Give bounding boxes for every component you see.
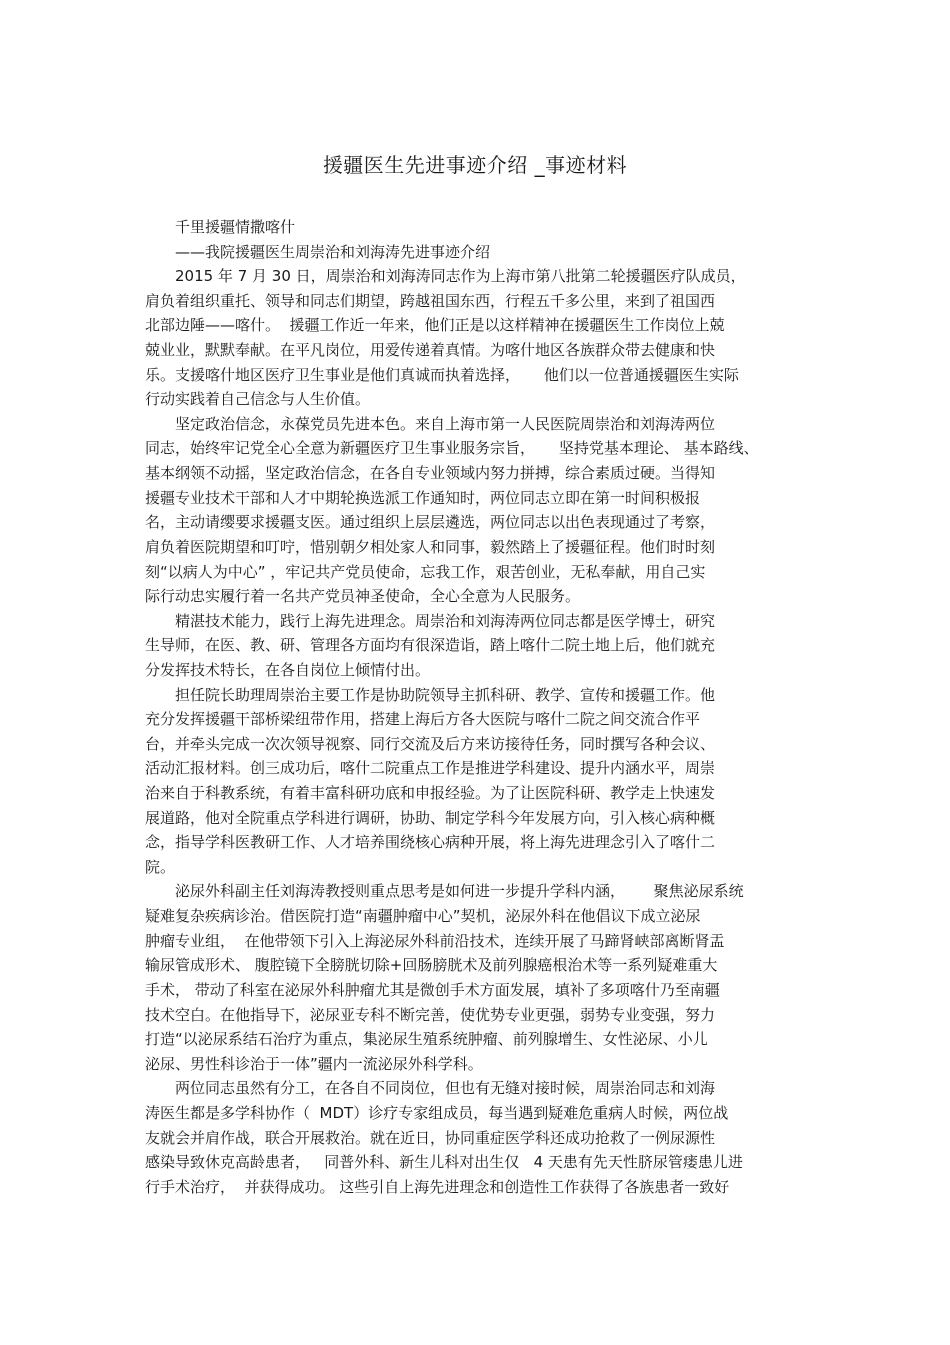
body-line: 援疆专业技术干部和人才中期轮换选派工作通知时，两位同志立即在第一时间积极报 [145,488,701,507]
body-line: 刻“以病人为中心” ，牢记共产党员使命，忘我工作，艰苦创业，无私奉献，用自己实 [145,562,706,581]
body-line: 泌尿、男性科诊治于一体”疆内一流泌尿外科学科。 [145,1054,483,1073]
body-line: 坚定政治信念，永葆党员先进本色。来自上海市第一人民医院周崇治和刘海涛两位 [175,414,716,433]
document-title: 援疆医生先进事迹介绍 _事迹材料 [322,153,628,177]
body-line: 担任院长助理周崇治主要工作是协助院领导主抓科研、教学、宣传和援疆工作。他 [175,685,716,704]
body-line: 涛医生都是多学科协作（ MDT）诊疗专家组成员，每当遇到疑难危重病人时候，两位战 [145,1103,729,1122]
body-line: 念，指导学科医教研工作、人才培养围绕核心病种开展，将上海先进理念引入了喀什二 [145,833,716,852]
body-line: 技术空白。在他指导下，泌尿亚专科不断完善，使优势专业更强，弱势专业变强，努力 [145,1005,716,1024]
body-line: 名，主动请缨要求援疆支医。通过组织上层层遴选，两位同志以出色表现通过了考察， [145,513,716,532]
body-line: 肩负着组织重托、领导和同志们期望，跨越祖国东西，行程五千多公里，来到了祖国西 [145,291,716,310]
body-line: 输尿管成形术、 腹腔镜下全膀胱切除+回肠膀胱术及前列腺癌根治术等一系列疑难重大 [145,956,718,975]
body-line: 充分发挥援疆干部桥梁纽带作用，搭建上海后方各大医院与喀什二院之间交流合作平 [145,710,701,729]
body-line: 兢业业，默默奉献。在平凡岗位，用爱传递着真情。为喀什地区各族群众带去健康和快 [145,341,716,360]
body-line: 千里援疆情撒喀什 [175,218,296,236]
body-line: 乐。支援喀什地区医疗卫生事业是他们真诚而执着选择， 他们以一位普通援疆医生实际 [145,365,739,384]
body-line: 2015 年 7 月 30 日，周崇治和刘海涛同志作为上海市第八批第二轮援疆医疗队成员， [175,267,746,286]
body-line: 感染导致休克高龄患者， 同普外科、新生儿科对出生仅 4 天患有先天性脐尿管瘘患儿进 [145,1153,743,1172]
body-line: 同志，始终牢记党全心全意为新疆医疗卫生事业服务宗旨， 坚持党基本理论、 基本路线、 [145,439,759,458]
body-line: 台，并牵头完成一次次领导视察、同行交流及后方来访接待任务，同时撰写各种会议、 [145,734,716,753]
body-line: 精湛技术能力，践行上海先进理念。周崇治和刘海涛两位同志都是医学博士，研究 [175,611,716,630]
body-line: 肩负着医院期望和叮咛，惜别朝夕相处家人和同事，毅然踏上了援疆征程。他们时时刻 [145,537,716,556]
body-line: 基本纲领不动摇，坚定政治信念，在各自专业领域内努力拼搏，综合素质过硬。当得知 [145,464,716,483]
body-line: 展道路，他对全院重点学科进行调研，协助、制定学科今年发展方向，引入核心病种概 [145,808,716,827]
body-line: 打造“以泌尿系结石治疗为重点，集泌尿生殖系统肿瘤、前列腺增生、女性泌尿、小儿 [145,1030,708,1049]
body-line: ——我院援疆医生周崇治和刘海涛先进事迹介绍 [175,242,491,261]
body-line: 友就会并肩作战，联合开展救治。就在近日，协同重症医学科还成功抢救了一例尿源性 [145,1128,716,1147]
body-line: 手术， 带动了科室在泌尿外科肿瘤尤其是微创手术方面发展，填补了多项喀什乃至南疆 [145,980,720,999]
body-line: 院。 [145,857,176,876]
body-line: 活动汇报材料。创三成功后，喀什二院重点工作是推进学科建设、提升内涵水平，周崇 [145,759,716,778]
body-line: 行手术治疗， 并获得成功。 这些引自上海先进理念和创造性工作获得了各族患者一致好 [145,1177,730,1196]
body-line: 疑难复杂疾病诊治。借医院打造“南疆肿瘤中心”契机，泌尿外科在他倡议下成立泌尿 [145,907,701,926]
body-line: 分发挥技术特长，在各自岗位上倾情付出。 [145,660,431,679]
body-line: 泌尿外科副主任刘海涛教授则重点思考是如何进一步提升学科内涵， 聚焦泌尿系统 [175,882,744,901]
body-line: 北部边陲——喀什。 援疆工作近一年来，他们正是以这样精神在援疆医生工作岗位上兢 [145,316,725,335]
body-line: 行动实践着自己信念与人生价值。 [145,390,371,409]
body-line: 两位同志虽然有分工，在各自不同岗位，但也有无缝对接时候，周崇治同志和刘海 [175,1079,716,1098]
body-line: 肿瘤专业组， 在他带领下引入上海泌尿外科前沿技术，连续开展了马蹄肾峡部离断肾盂 [145,931,725,950]
body-line: 际行动忠实履行着一名共产党员神圣使命，全心全意为人民服务。 [145,587,581,606]
body-line: 治来自于科教系统，有着丰富科研功底和申报经验。为了让医院科研、教学走上快速发 [145,784,716,803]
document-body [145,215,825,1199]
body-line: 生导师，在医、教、研、管理各方面均有很深造诣，踏上喀什二院土地上后，他们就充 [145,636,716,655]
